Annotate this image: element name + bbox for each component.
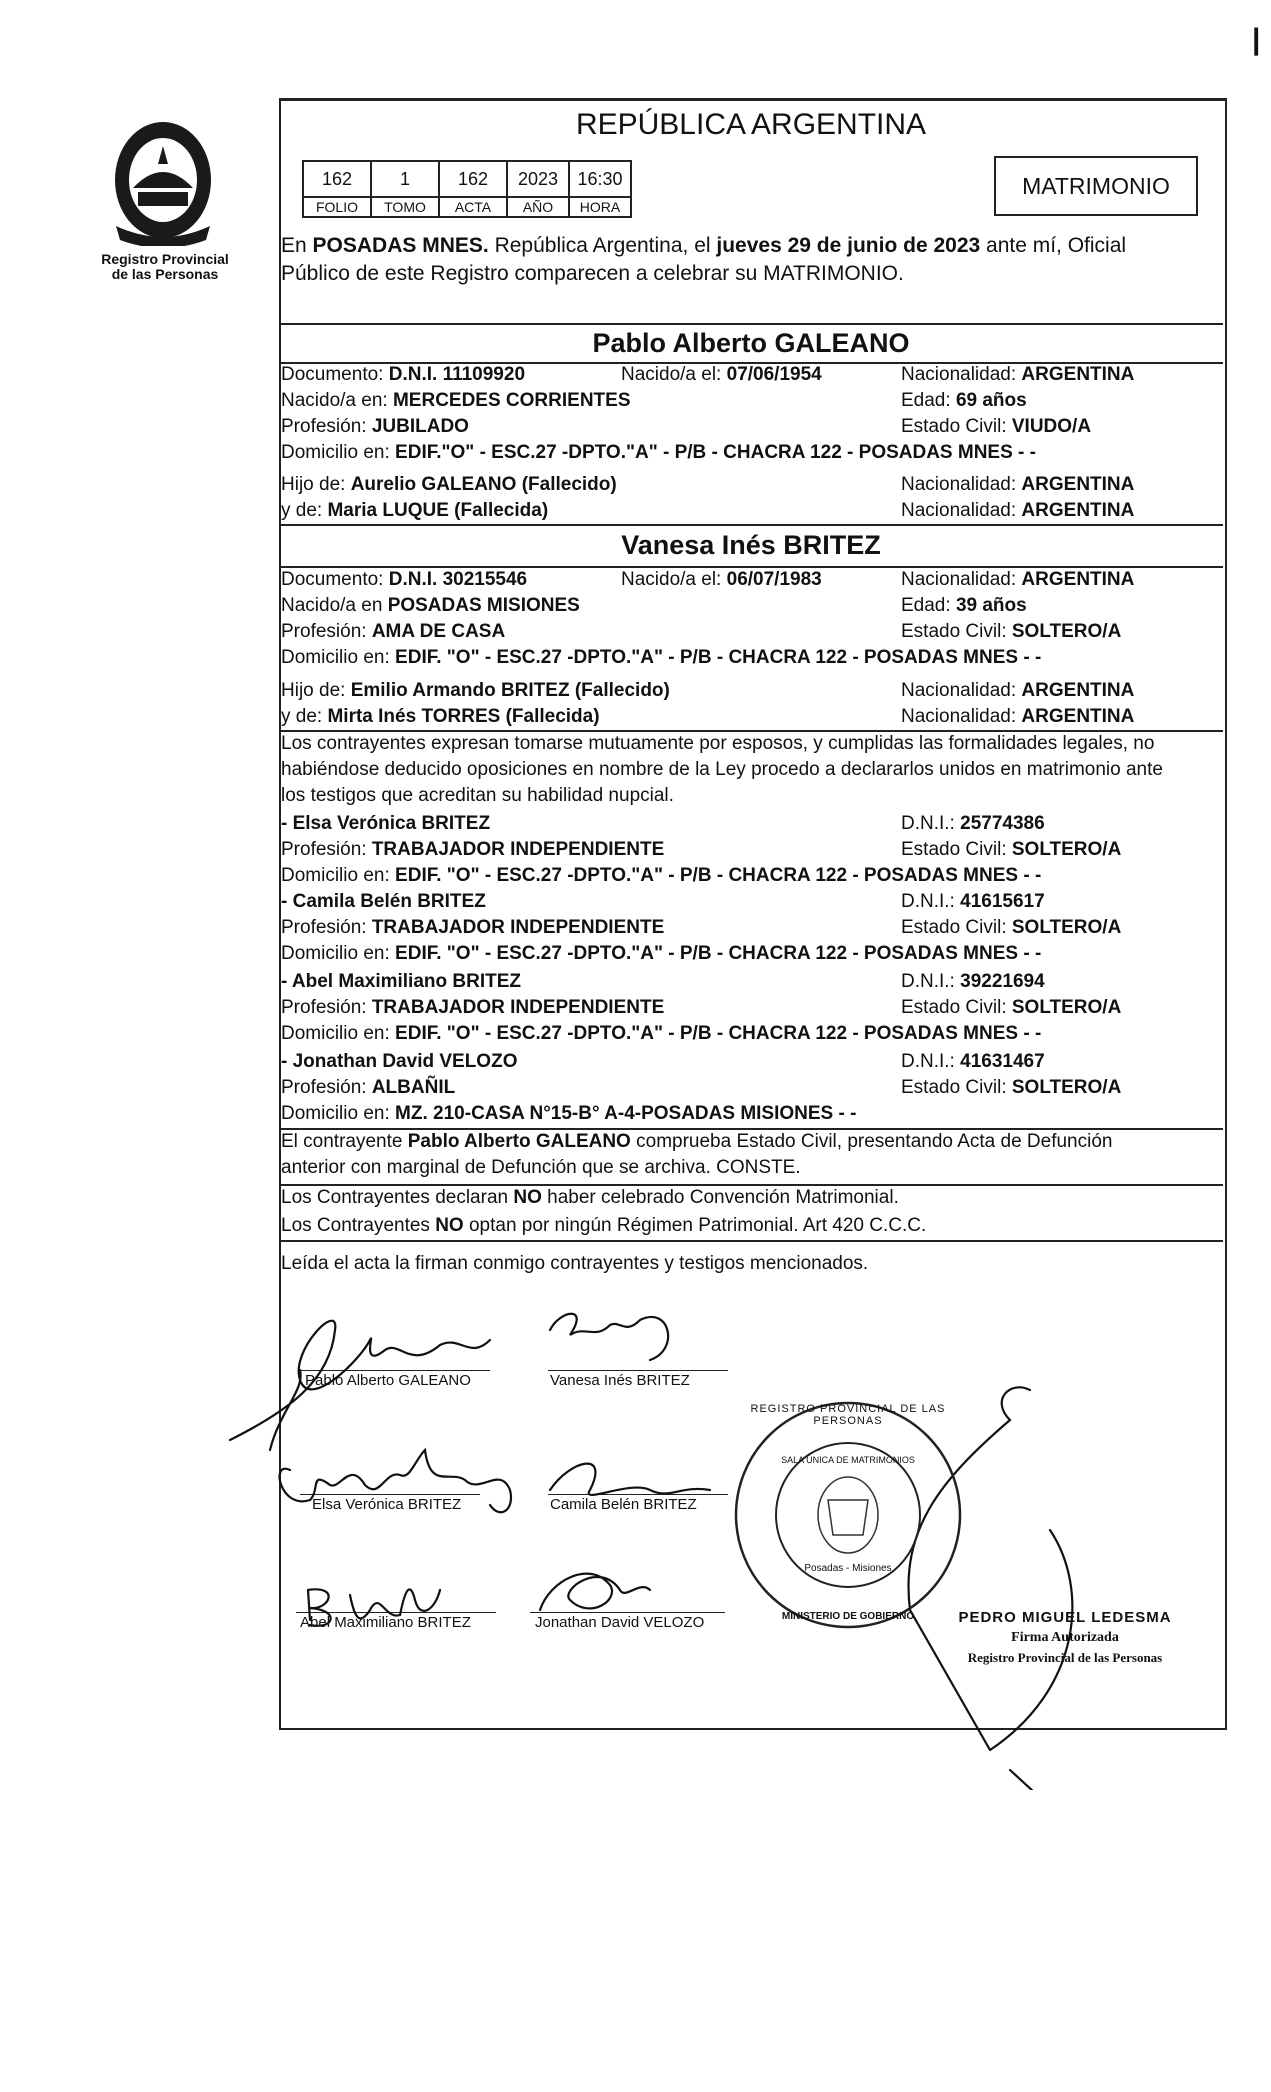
groom-nat-field xyxy=(901,363,1134,387)
bride-prof: AMA DE CASA xyxy=(371,621,506,642)
acta-label: ACTA xyxy=(439,197,507,217)
bride-doc: D.N.I. 30215546 xyxy=(388,569,528,590)
bride-nat: ARGENTINA xyxy=(1021,569,1135,590)
witness-2-civil-field xyxy=(901,916,1121,940)
divider xyxy=(279,1240,1223,1242)
witness-4-row-1 xyxy=(281,1050,1221,1074)
witness-1-civil: SOLTERO/A xyxy=(1011,839,1122,860)
groom-place-label: Nacido/a en: xyxy=(281,390,393,411)
year-label: AÑO xyxy=(507,197,569,217)
groom-prof-label: Profesión: xyxy=(281,416,372,437)
groom-row-5 xyxy=(281,473,1221,497)
groom-civil-label: Estado Civil: xyxy=(901,416,1012,437)
bride-place-label: Nacido/a en xyxy=(281,595,388,616)
witness-2-dni: 41615617 xyxy=(960,891,1045,912)
witness-1-dom: EDIF. "O" - ESC.27 -DPTO."A" - P/B - CHACRA 122 - POSADAS MNES - - xyxy=(395,865,1042,886)
groom-born-label: Nacido/a el: xyxy=(621,364,727,385)
regime-1b: NO xyxy=(513,1187,542,1208)
groom-mother-nat-label: Nacionalidad: xyxy=(901,500,1022,521)
groom-civil: VIUDO/A xyxy=(1011,416,1092,437)
witness-3-dni-field xyxy=(901,970,1045,994)
groom-doc-label: Documento: xyxy=(281,364,389,385)
groom-mother-nat: ARGENTINA xyxy=(1021,500,1135,521)
intro-date: jueves 29 de junio de 2023 xyxy=(716,234,981,257)
bride-born-field xyxy=(621,568,822,592)
stamp-outer-text: REGISTRO PROVINCIAL DE LAS PERSONAS xyxy=(750,1403,946,1427)
witness-1-row-3 xyxy=(281,864,1221,888)
declaration-line-3: los testigos que acreditan su habilidad nupcial. xyxy=(281,785,674,806)
groom-place: MERCEDES CORRIENTES xyxy=(392,390,631,411)
witness-4-name: - Jonathan David VELOZO xyxy=(281,1051,518,1072)
witness-1-name: - Elsa Verónica BRITEZ xyxy=(281,813,491,834)
witness-1-dni: 25774386 xyxy=(960,813,1045,834)
witness-2-civil: SOLTERO/A xyxy=(1011,917,1122,938)
civil-proof-1c: comprueba Estado Civil, presentando Acta de Defunción xyxy=(630,1131,1113,1152)
bride-nat-field xyxy=(901,568,1134,592)
intro-1e: ante mí, Oficial xyxy=(980,234,1127,257)
bride-row-4 xyxy=(281,646,1221,670)
bride-born-label: Nacido/a el: xyxy=(621,569,727,590)
folio-value: 162 xyxy=(303,161,371,197)
witness-1-prof: TRABAJADOR INDEPENDIENTE xyxy=(371,839,665,860)
witness-4-dom-label: Domicilio en: xyxy=(281,1103,396,1124)
bride-row-3 xyxy=(281,620,1221,644)
witness-4-dni-label: D.N.I.: xyxy=(901,1051,961,1072)
bride-row-5 xyxy=(281,679,1221,703)
record-type-box: MATRIMONIO xyxy=(994,156,1198,216)
bride-born: 06/07/1983 xyxy=(726,569,822,590)
groom-father-nat: ARGENTINA xyxy=(1021,474,1135,495)
witness-3-dni-label: D.N.I.: xyxy=(901,971,961,992)
registry-logo xyxy=(108,116,218,246)
declaration-line-1: Los contrayentes expresan tomarse mutuamente por esposos, y cumplidas las formalidades legales, no xyxy=(281,733,1155,754)
bride-father-label: Hijo de: xyxy=(281,680,351,701)
stamp-icon xyxy=(728,1395,968,1635)
groom-age-label: Edad: xyxy=(901,390,956,411)
bride-father-nat-field xyxy=(901,679,1134,703)
witness-1-dni-field xyxy=(901,812,1045,836)
intro-line-1 xyxy=(281,233,1221,259)
bride-age-label: Edad: xyxy=(901,595,956,616)
side-mark: | xyxy=(1252,23,1261,56)
witness-1-civil-label: Estado Civil: xyxy=(901,839,1012,860)
intro-place: POSADAS MNES. xyxy=(312,234,489,257)
signature-bride xyxy=(550,1314,668,1360)
signature-witness-3 xyxy=(308,1589,440,1625)
witness-2-row-2 xyxy=(281,916,1221,940)
signature-witness-1 xyxy=(280,1450,511,1512)
officer-org: Registro Provincial de las Personas xyxy=(967,1650,1163,1665)
groom-father-nat-field xyxy=(901,473,1134,497)
bride-row-6 xyxy=(281,705,1221,729)
bride-prof-label: Profesión: xyxy=(281,621,372,642)
seal-icon xyxy=(108,116,218,246)
bride-row-2 xyxy=(281,594,1221,618)
groom-age-field xyxy=(901,389,1027,413)
bride-dom: EDIF. "O" - ESC.27 -DPTO."A" - P/B - CHACRA 122 - POSADAS MNES - - xyxy=(395,647,1042,668)
witness-4-civil: SOLTERO/A xyxy=(1011,1077,1122,1098)
stamp-inner-text: SALA ÚNICA DE MATRIMONIOS xyxy=(781,1455,915,1465)
witness-4-row-3 xyxy=(281,1102,1221,1126)
witness-3-prof-label: Profesión: xyxy=(281,997,372,1018)
logo-caption xyxy=(80,252,250,282)
bride-civil: SOLTERO/A xyxy=(1011,621,1122,642)
signature-caption-witness-1: Elsa Verónica BRITEZ xyxy=(312,1496,462,1513)
witness-4-dom: MZ. 210-CASA N°15-B° A-4-POSADAS MISIONES - - xyxy=(395,1103,857,1124)
signature-caption-bride: Vanesa Inés BRITEZ xyxy=(550,1372,690,1389)
witness-2-dni-label: D.N.I.: xyxy=(901,891,961,912)
regime-1a: Los Contrayentes declaran xyxy=(281,1187,514,1208)
witness-4-prof: ALBAÑIL xyxy=(371,1077,456,1098)
bride-name: Vanesa Inés BRITEZ xyxy=(621,530,881,560)
signature-caption-witness-4: Jonathan David VELOZO xyxy=(535,1614,705,1631)
witness-1-prof-label: Profesión: xyxy=(281,839,372,860)
bride-mother-nat-label: Nacionalidad: xyxy=(901,706,1022,727)
witness-4-row-2 xyxy=(281,1076,1221,1100)
hour-label: HORA xyxy=(569,197,631,217)
bride-mother-nat-field xyxy=(901,705,1134,729)
bride-place: POSADAS MISIONES xyxy=(387,595,580,616)
bride-mother-label: y de: xyxy=(281,706,328,727)
groom-mother: Maria LUQUE (Fallecida) xyxy=(327,500,549,521)
witness-1-row-1 xyxy=(281,812,1221,836)
bride-doc-label: Documento: xyxy=(281,569,389,590)
witness-4-civil-field xyxy=(901,1076,1121,1100)
bride-father: Emilio Armando BRITEZ (Fallecido) xyxy=(350,680,670,701)
tomo-value: 1 xyxy=(371,161,439,197)
officer-name: PEDRO MIGUEL LEDESMA xyxy=(958,1609,1172,1626)
groom-born-field xyxy=(621,363,822,387)
witness-3-row-3 xyxy=(281,1022,1221,1046)
signature-witness-4 xyxy=(540,1574,650,1610)
intro-line-2: Público de este Registro comparecen a celebrar su MATRIMONIO. xyxy=(281,262,904,285)
signature-groom xyxy=(230,1321,490,1450)
groom-mother-nat-field xyxy=(901,499,1134,523)
witness-2-prof: TRABAJADOR INDEPENDIENTE xyxy=(371,917,665,938)
regime-line-2 xyxy=(281,1214,1221,1238)
groom-nat: ARGENTINA xyxy=(1021,364,1135,385)
intro-1c: República Argentina, el xyxy=(488,234,717,257)
handwritten-signatures xyxy=(210,1290,1240,1790)
bride-age-field xyxy=(901,594,1027,618)
document-title: REPÚBLICA ARGENTINA xyxy=(575,108,927,141)
groom-row-4 xyxy=(281,441,1221,465)
bride-age: 39 años xyxy=(955,595,1027,616)
officer-role: Firma Autorizada xyxy=(1011,1630,1119,1645)
witness-2-dom: EDIF. "O" - ESC.27 -DPTO."A" - P/B - CHACRA 122 - POSADAS MNES - - xyxy=(395,943,1042,964)
witness-4-dni: 41631467 xyxy=(960,1051,1045,1072)
bride-mother: Mirta Inés TORRES (Fallecida) xyxy=(327,706,600,727)
bride-civil-label: Estado Civil: xyxy=(901,621,1012,642)
civil-proof-line-1 xyxy=(281,1130,1221,1154)
tomo-label: TOMO xyxy=(371,197,439,217)
groom-nat-label: Nacionalidad: xyxy=(901,364,1022,385)
signature-caption-witness-2: Camila Belén BRITEZ xyxy=(550,1496,697,1513)
witness-1-dom-label: Domicilio en: xyxy=(281,865,396,886)
bride-father-nat: ARGENTINA xyxy=(1021,680,1135,701)
witness-2-row-1 xyxy=(281,890,1221,914)
registry-metadata-table xyxy=(302,160,632,218)
folio-label: FOLIO xyxy=(303,197,371,217)
groom-civil-field xyxy=(901,415,1091,439)
civil-proof-1a: El contrayente xyxy=(281,1131,408,1152)
groom-father-label: Hijo de: xyxy=(281,474,351,495)
acta-value: 162 xyxy=(439,161,507,197)
bride-dom-label: Domicilio en: xyxy=(281,647,396,668)
witness-3-civil-label: Estado Civil: xyxy=(901,997,1012,1018)
witness-1-row-2 xyxy=(281,838,1221,862)
witness-1-civil-field xyxy=(901,838,1121,862)
groom-born: 07/06/1954 xyxy=(726,364,822,385)
regime-line-1 xyxy=(281,1186,1221,1210)
divider xyxy=(279,524,1223,526)
witness-3-row-2 xyxy=(281,996,1221,1020)
groom-father-nat-label: Nacionalidad: xyxy=(901,474,1022,495)
civil-proof-line-2: anterior con marginal de Defunción que se archiva. CONSTE. xyxy=(281,1157,801,1178)
year-value: 2023 xyxy=(507,161,569,197)
stamp-city-text: Posadas - Misiones xyxy=(804,1563,892,1574)
groom-prof: JUBILADO xyxy=(371,416,469,437)
stamp-bottom-text: MINISTERIO DE GOBIERNO xyxy=(781,1611,915,1622)
witness-2-dni-field xyxy=(901,890,1045,914)
regime-1c: haber celebrado Convención Matrimonial. xyxy=(541,1187,899,1208)
witness-3-civil: SOLTERO/A xyxy=(1011,997,1122,1018)
witness-2-dom-label: Domicilio en: xyxy=(281,943,396,964)
groom-dom-label: Domicilio en: xyxy=(281,442,396,463)
intro-1a: En xyxy=(281,234,313,257)
witness-3-row-1 xyxy=(281,970,1221,994)
witness-3-dom-label: Domicilio en: xyxy=(281,1023,396,1044)
official-stamp xyxy=(728,1395,968,1635)
signature-witness-2 xyxy=(550,1464,710,1495)
divider xyxy=(279,323,1223,325)
hour-value: 16:30 xyxy=(569,161,631,197)
bride-civil-field xyxy=(901,620,1121,644)
regime-2b: NO xyxy=(435,1215,464,1236)
witness-4-dni-field xyxy=(901,1050,1045,1074)
bride-row-1 xyxy=(281,568,1221,592)
witness-3-dni: 39221694 xyxy=(960,971,1045,992)
signature-caption-groom: Pablo Alberto GALEANO xyxy=(305,1372,471,1389)
witness-2-name: - Camila Belén BRITEZ xyxy=(281,891,486,912)
groom-dom: EDIF."O" - ESC.27 -DPTO."A" - P/B - CHACRA 122 - POSADAS MNES - - xyxy=(395,442,1036,463)
witness-3-prof: TRABAJADOR INDEPENDIENTE xyxy=(371,997,665,1018)
officer-block xyxy=(935,1608,1195,1668)
declaration-line-2: habiéndose deducido oposiciones en nombre de la Ley procedo a declararlos unidos en matrimonio ante xyxy=(281,759,1163,780)
witness-3-civil-field xyxy=(901,996,1121,1020)
witness-2-row-3 xyxy=(281,942,1221,966)
signature-caption-witness-3: Abel Maximiliano BRITEZ xyxy=(300,1614,471,1631)
witness-3-name: - Abel Maximiliano BRITEZ xyxy=(281,971,521,992)
bride-mother-nat: ARGENTINA xyxy=(1021,706,1135,727)
groom-row-2 xyxy=(281,389,1221,413)
groom-row-1 xyxy=(281,363,1221,387)
groom-age: 69 años xyxy=(955,390,1027,411)
regime-2c: optan por ningún Régimen Patrimonial. Art 420 C.C.C. xyxy=(463,1215,927,1236)
civil-proof-name: Pablo Alberto GALEANO xyxy=(407,1131,631,1152)
bride-nat-label: Nacionalidad: xyxy=(901,569,1022,590)
regime-2a: Los Contrayentes xyxy=(281,1215,436,1236)
logo-caption-line2: de las Personas xyxy=(111,266,219,282)
groom-name: Pablo Alberto GALEANO xyxy=(592,328,910,358)
groom-father: Aurelio GALEANO (Fallecido) xyxy=(350,474,617,495)
witness-4-civil-label: Estado Civil: xyxy=(901,1077,1012,1098)
witness-2-prof-label: Profesión: xyxy=(281,917,372,938)
groom-row-3 xyxy=(281,415,1221,439)
witness-4-prof-label: Profesión: xyxy=(281,1077,372,1098)
groom-mother-label: y de: xyxy=(281,500,328,521)
groom-doc: D.N.I. 11109920 xyxy=(388,364,526,385)
bride-father-nat-label: Nacionalidad: xyxy=(901,680,1022,701)
witness-1-dni-label: D.N.I.: xyxy=(901,813,961,834)
witness-3-dom: EDIF. "O" - ESC.27 -DPTO."A" - P/B - CHACRA 122 - POSADAS MNES - - xyxy=(395,1023,1042,1044)
logo-caption-line1: Registro Provincial xyxy=(101,251,229,267)
witness-2-civil-label: Estado Civil: xyxy=(901,917,1012,938)
closing-text: Leída el acta la firman conmigo contrayentes y testigos mencionados. xyxy=(281,1253,869,1274)
groom-row-6 xyxy=(281,499,1221,523)
